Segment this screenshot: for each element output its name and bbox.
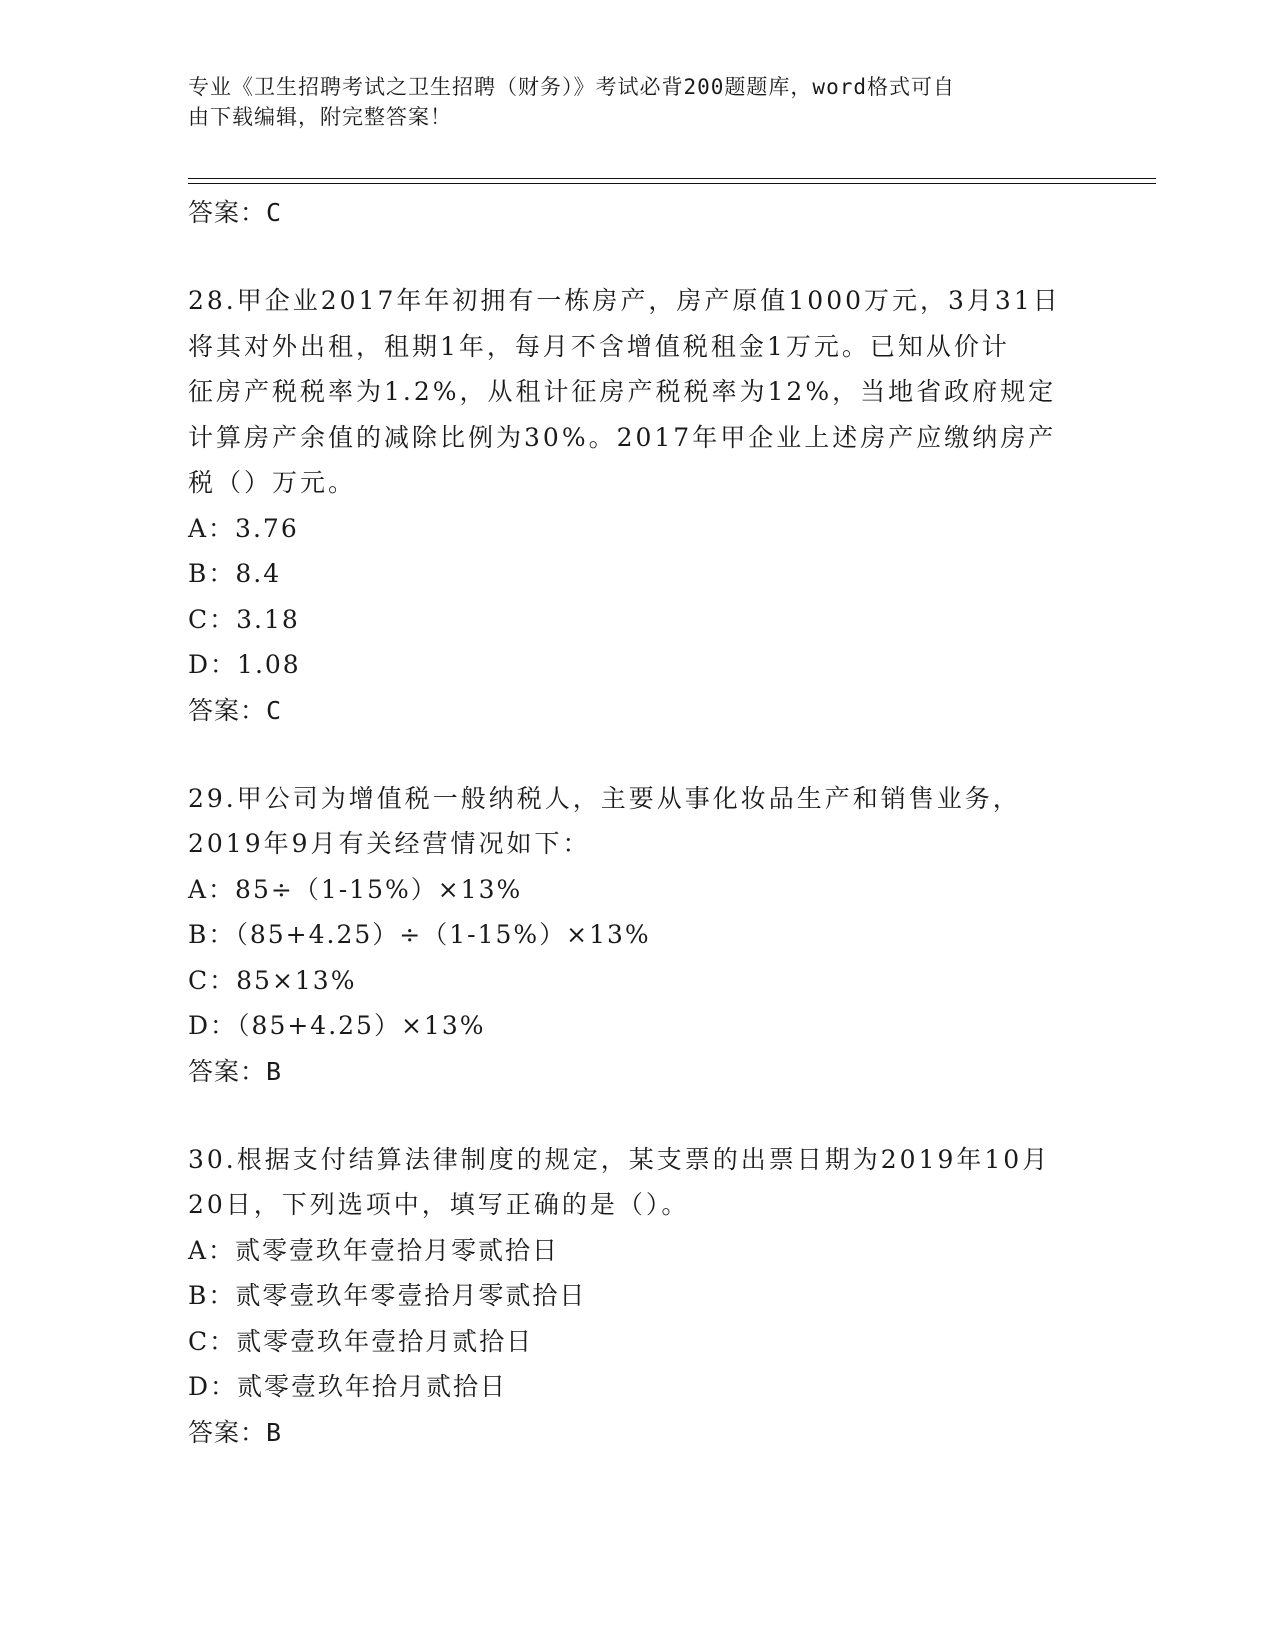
header-divider-bottom	[188, 183, 1156, 184]
question-stem	[188, 278, 1088, 506]
stem-line: 将其对外出租，租期1年，每月不含增值税租金1万元。已知从价计	[188, 331, 1010, 361]
stem-line: 20日，下列选项中，填写正确的是（）。	[188, 1190, 690, 1219]
question-stem	[188, 1137, 1088, 1228]
option-b: B：（85+4.25）÷（1-15%）×13%	[188, 920, 651, 949]
option-b: B：贰零壹玖年零壹拾月零贰拾日	[188, 1281, 587, 1310]
stem-line: 计算房产余值的减除比例为30%。2017年甲企业上述房产应缴纳房产	[188, 422, 1057, 452]
option-c: C：3.18	[188, 604, 300, 634]
answer-line: 答案：B	[188, 1056, 283, 1086]
question-list	[188, 190, 1088, 1456]
stem-line: 30.根据支付结算法律制度的规定，某支票的出票日期为2019年10月	[188, 1144, 1051, 1174]
option-c: C：85×13%	[188, 965, 357, 995]
stem-line: 税（）万元。	[188, 468, 357, 497]
answer-line: 答案：B	[188, 1417, 283, 1447]
stem-line: 2019年9月有关经营情况如下：	[188, 829, 591, 858]
stem-line: 29.甲公司为增值税一般纳税人，主要从事化妆品生产和销售业务，	[188, 783, 1021, 813]
option-d: D：1.08	[188, 650, 301, 679]
option-a: A：贰零壹玖年壹拾月零贰拾日	[188, 1235, 560, 1265]
option-a: A：3.76	[188, 513, 299, 543]
stem-line: 征房产税税率为1.2%，从租计征房产税税率为12%，当地省政府规定	[188, 377, 1057, 406]
option-c: C：贰零壹玖年壹拾月贰拾日	[188, 1326, 534, 1356]
header-line-2: 由下载编辑，附完整答案！	[188, 105, 452, 129]
option-d: D：（85+4.25）×13%	[188, 1011, 486, 1040]
header-line-1: 专业《卫生招聘考试之卫生招聘（财务）》考试必背200题题库，word格式可自	[188, 75, 955, 99]
answer-line: 答案：C	[188, 695, 283, 725]
option-b: B：8.4	[188, 559, 282, 588]
header-divider-top	[188, 178, 1156, 179]
answer-line: 答案：C	[188, 198, 283, 227]
stem-line: 28.甲企业2017年年初拥有一栋房产，房产原值1000万元，3月31日	[188, 286, 1061, 315]
question-stem	[188, 776, 1088, 867]
option-d: D：贰零壹玖年拾月贰拾日	[188, 1372, 508, 1401]
document-header	[188, 72, 1068, 132]
option-a: A：85÷（1-15%）×13%	[188, 874, 523, 904]
